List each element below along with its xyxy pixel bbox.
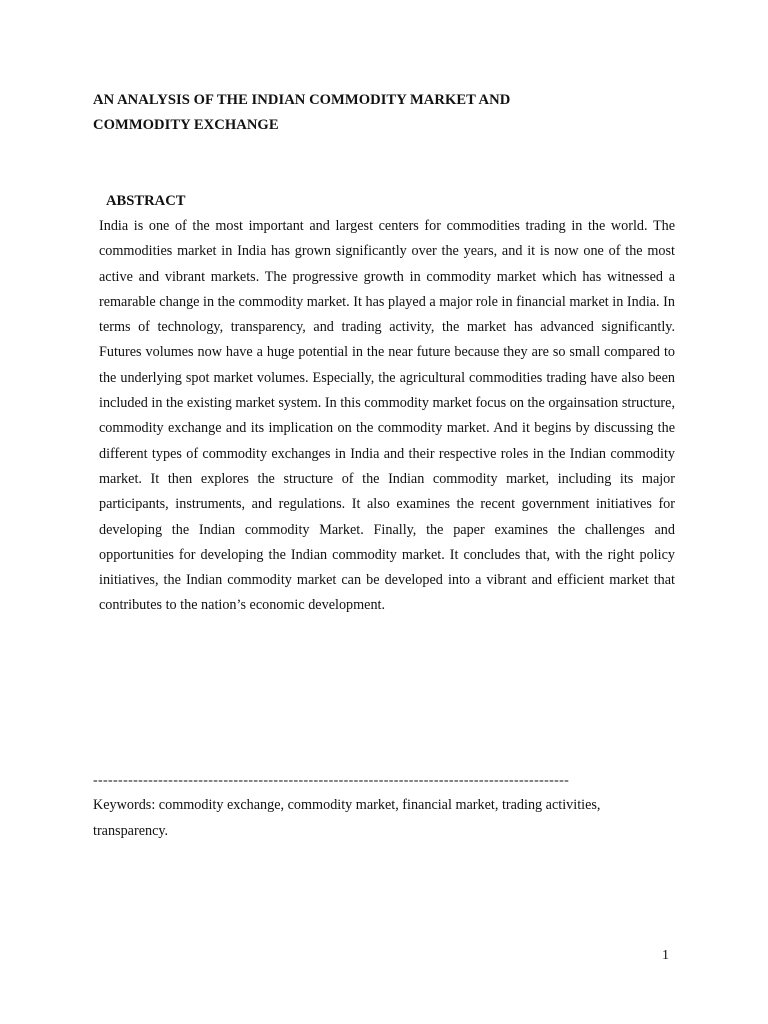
document-title [93, 88, 653, 138]
keywords-text: Keywords: commodity exchange, commodity market, financial market, trading activities, transparency. [93, 797, 601, 839]
abstract-heading: ABSTRACT [106, 193, 186, 209]
abstract-paragraph: India is one of the most important and largest centers for commodities trading in the world. The commodities market in India has grown significantly over the years, and it is now one of the most active and vibrant markets. The progressive growth in commodity market which has witnessed a remarable change in the commodity market. It has played a major role in financial market in India. In terms of technology, transparency, and trading activity, the market has advanced significantly. Futures volumes now have a huge potential in the near future because they are so small compared to the underlying spot market volumes. Especially, the agricultural commodities trading have also been included in the existing market system. In this commodity market focus on the orgainsation structure, commodity exchange and its implication on the commodity market. And it begins by discussing the different types of commodity exchanges in India and their respective roles in the Indian commodity market. It then explores the structure of the Indian commodity market, including its major participants, instruments, and regulations. It also examines the recent government initiatives for developing the Indian commodity Market. Finally, the paper examines the challenges and opportunities for developing the Indian commodity market. It concludes that, with the right policy initiatives, the Indian commodity market can be developed into a vibrant and efficient market that contributes to the nation’s economic development. [99, 218, 675, 614]
page-number: 1 [662, 948, 669, 963]
document-title-line-2: COMMODITY EXCHANGE [93, 117, 279, 133]
footnote-separator: ----------------------------------------------------------------------------------------------- [93, 773, 570, 788]
document-title-line-1: AN ANALYSIS OF THE INDIAN COMMODITY MARKET AND [93, 92, 511, 108]
